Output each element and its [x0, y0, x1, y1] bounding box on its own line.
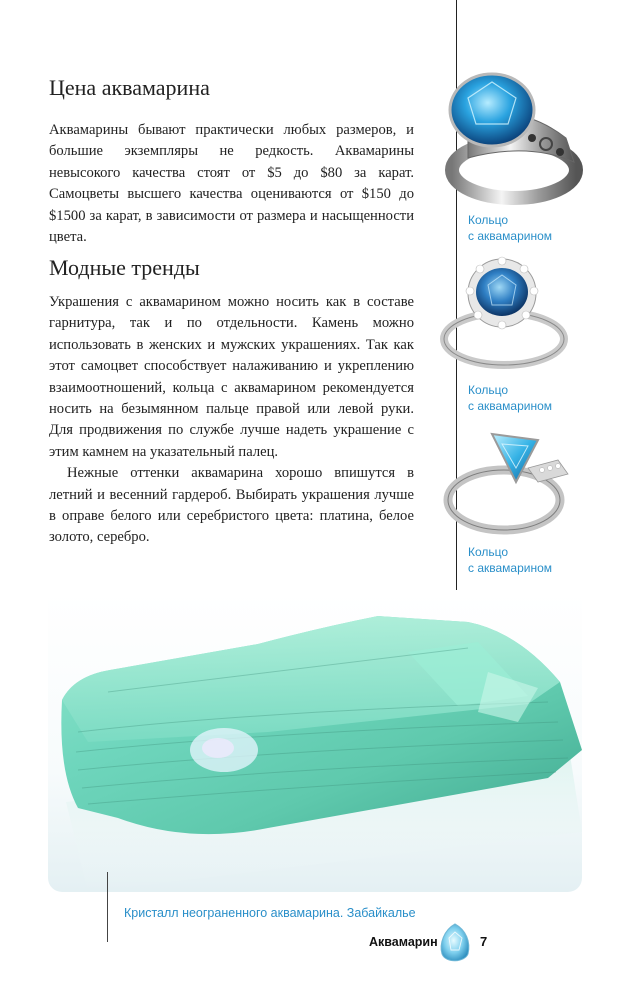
caption-line: с аквамарином — [468, 561, 553, 575]
caption-line: с аквамарином — [468, 399, 553, 413]
crystal-caption: Кристалл неограненного аквамарина. Забайкалье — [124, 906, 416, 920]
ring-image-1 — [428, 58, 588, 208]
ring-image-3 — [428, 424, 588, 542]
caption-line: Кольцо — [468, 545, 509, 559]
caption-line: Кольцо — [468, 383, 509, 397]
section-heading-price: Цена аквамарина — [49, 75, 210, 100]
section-text-price — [49, 120, 414, 248]
ring-caption-1 — [468, 212, 552, 244]
ring-image-2 — [428, 255, 588, 380]
footer-title: Аквамарин — [369, 935, 438, 949]
section-heading-trends: Модные тренды — [49, 255, 200, 280]
crystal-photo — [48, 592, 582, 892]
paragraph: Украшения с аквамарином можно носить как в составе гарнитура, так и по отдельности. Камень можно использовать в женских и мужских украшениях. Так как этот самоцвет способствует налаживанию и укреплению взаимоотношений, кольца с аквамарином рекомендуется носить на безымянном пальце правой или левой руки. Для продвижения по службе лучше надеть украшение с этим камнем на указательный палец. — [49, 294, 414, 460]
paragraph: Нежные оттенки аквамарина хорошо впишутся в летний и весенний гардероб. Выбирать украшения лучше в оправе белого или серебристого цвета: платина, белое золото, серебро. — [49, 465, 414, 546]
page-number: 7 — [480, 934, 488, 949]
paragraph: Аквамарины бывают практически любых размеров, и большие экземпляры не редкость. Аквамарины невысокого качества стоят от $5 до $80 за карат. Самоцветы высшего качества оцениваются от $150 до $1500 за карат, в зависимости от размера и насыщенности цвета. — [49, 122, 414, 246]
caption-line: Кольцо — [468, 213, 509, 227]
gem-icon — [438, 922, 472, 966]
caption-line: с аквамарином — [468, 229, 553, 243]
section-text-trends — [49, 292, 414, 549]
crystal-icon — [48, 592, 582, 892]
ring-caption-2 — [468, 382, 552, 414]
caption-divider — [107, 872, 108, 942]
ring-caption-3 — [468, 544, 552, 576]
